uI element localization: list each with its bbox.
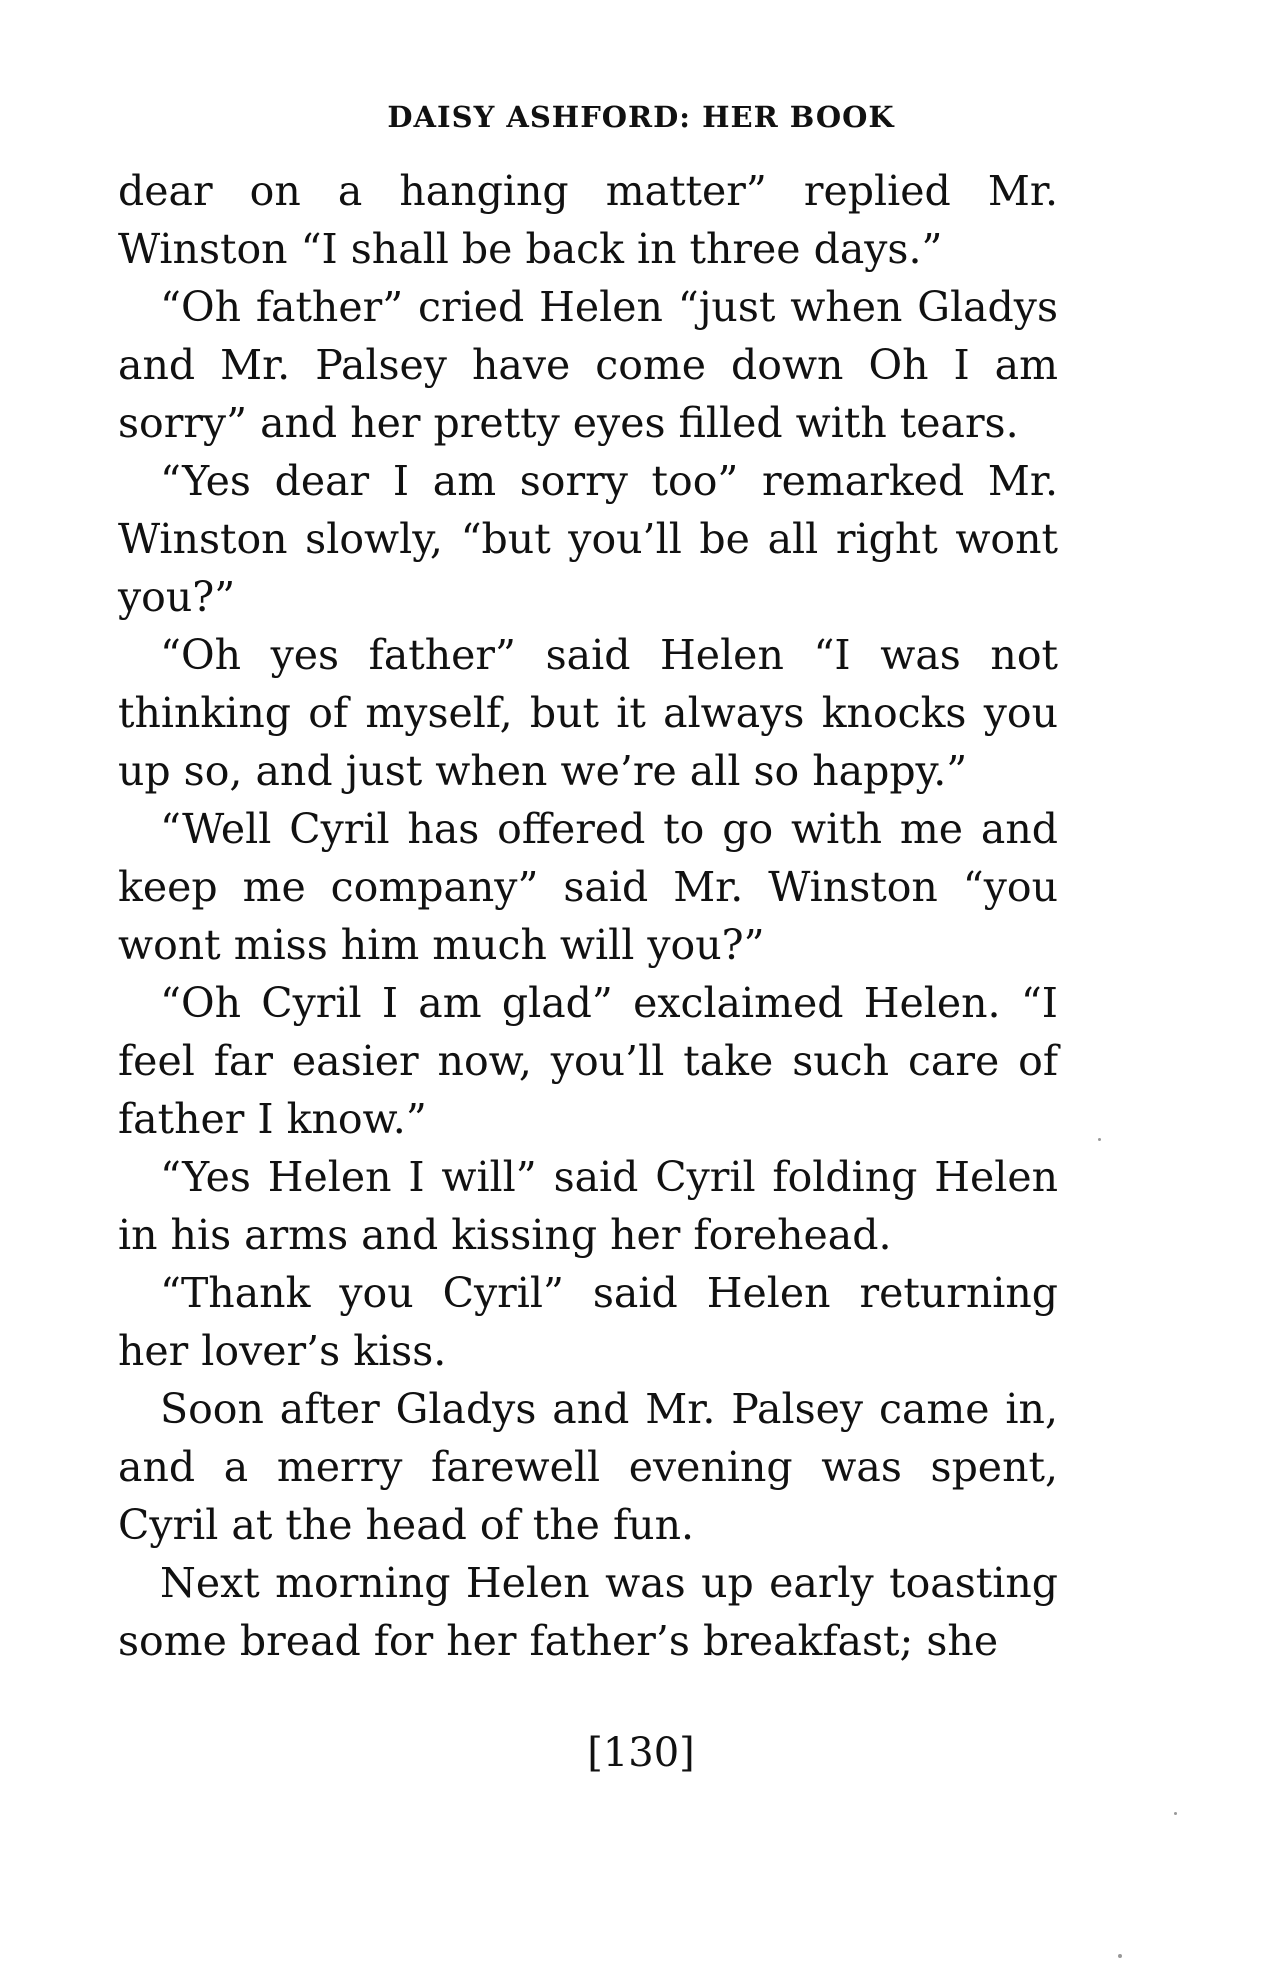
paragraph: dear on a hanging matter” replied Mr. Winston “I shall be back in three days.” — [118, 167, 1058, 273]
paragraph: Soon after Gladys and Mr. Palsey came in, and a merry farewell evening was spent, Cyril at the head of the fun. — [118, 1385, 1058, 1549]
body-text — [118, 162, 1058, 1670]
paragraph: “Well Cyril has offered to go with me and keep me company” said Mr. Winston “you wont miss him much will you?” — [118, 805, 1058, 969]
paragraph: “Oh Cyril I am glad” exclaimed Helen. “I feel far easier now, you’ll take such care of father I know.” — [118, 979, 1058, 1143]
paragraph: “Yes Helen I will” said Cyril folding Helen in his arms and kissing her forehead. — [118, 1153, 1058, 1259]
paragraph: Next morning Helen was up early toasting some bread for her father’s breakfast; she — [118, 1559, 1058, 1665]
paper-speck — [1174, 1812, 1177, 1815]
paper-speck — [1118, 1954, 1122, 1958]
paragraph: “Thank you Cyril” said Helen returning her lover’s kiss. — [118, 1269, 1058, 1375]
paragraph: “Yes dear I am sorry too” remarked Mr. Winston slowly, “but you’ll be all right wont you?” — [118, 457, 1058, 621]
running-head: DAISY ASHFORD: HER BOOK — [387, 100, 895, 134]
page-number: [130] — [587, 1730, 695, 1776]
paper-speck — [1098, 1138, 1101, 1141]
paragraph: “Oh father” cried Helen “just when Gladys and Mr. Palsey have come down Oh I am sorry” and her pretty eyes filled with tears. — [118, 283, 1058, 447]
paragraph: “Oh yes father” said Helen “I was not thinking of myself, but it always knocks you up so, and just when we’re all so happy.” — [118, 631, 1058, 795]
